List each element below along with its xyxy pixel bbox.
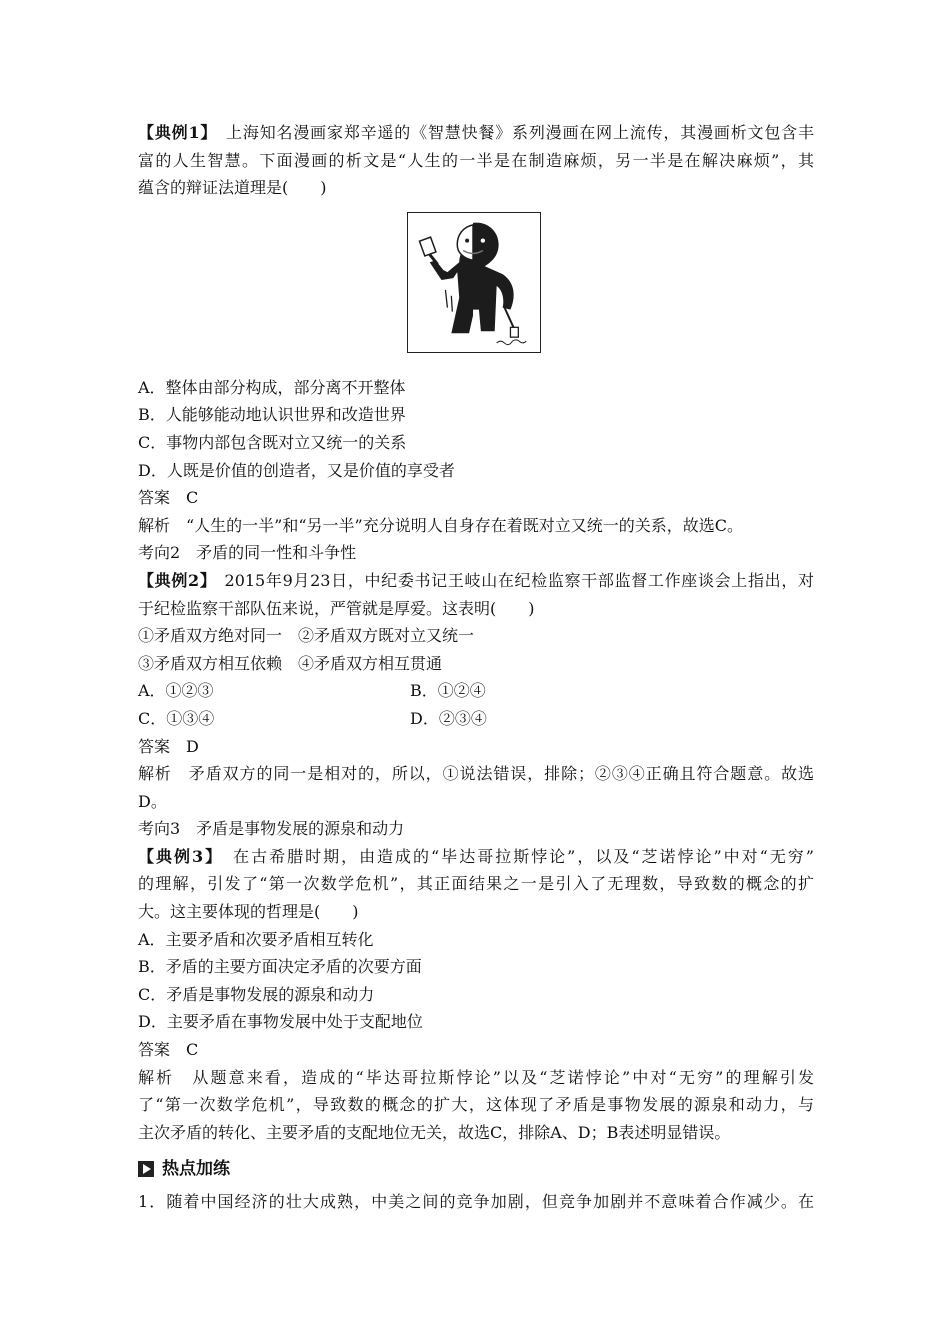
- example1-line3: 蕴含的辩证法道理是( ): [138, 178, 327, 198]
- example1-option-c: C．事物内部包含既对立又统一的关系: [138, 432, 407, 452]
- example2-line1: [138, 567, 814, 595]
- example2-options-cd: [138, 705, 814, 733]
- example2-answer: 答案 D: [138, 736, 199, 756]
- example3-analysis-1: 解析 从题意来看，造成的“毕达哥拉斯悖论”以及“芝诺悖论”中对“无穷”的理解引发: [138, 1067, 814, 1087]
- example3-tag: 【典例3】: [138, 846, 224, 866]
- hot-practice-question1: 1．随着中国经济的壮大成熟，中美之间的竞争加剧，但竞争加剧并不意味着合作减少。在: [138, 1192, 814, 1212]
- example3-option-a: A．主要矛盾和次要矛盾相互转化: [138, 929, 374, 949]
- example3-line2: 的理解，引发了“第一次数学危机”，其正面结果之一是引入了无理数，导致数的概念的扩: [138, 874, 814, 894]
- cartoon-image: [407, 212, 541, 353]
- example3-text: 在古希腊时期，由造成的“毕达哥拉斯悖论”，以及“芝诺悖论”中对“无穷”: [231, 846, 814, 866]
- example2-statements-1: ①矛盾双方绝对同一 ②矛盾双方既对立又统一: [138, 626, 475, 646]
- direction2-heading: 考向2 矛盾的同一性和斗争性: [138, 543, 357, 563]
- example1-option-a: A．整体由部分构成，部分离不开整体: [138, 377, 406, 397]
- example1-analysis: 解析 “人生的一半”和“另一半”充分说明人自身存在着既对立又统一的关系，故选C。: [138, 515, 743, 535]
- hot-practice-heading: [138, 1154, 814, 1184]
- example1-option-d: D．人既是价值的创造者，又是价值的享受者: [138, 460, 455, 480]
- example3-option-c: C．矛盾是事物发展的源泉和动力: [138, 984, 375, 1004]
- example3-option-d: D．主要矛盾在事物发展中处于支配地位: [138, 1012, 423, 1032]
- example2-text: 2015年9月23日，中纪委书记王岐山在纪检监察干部监督工作座谈会上指出，对: [224, 570, 815, 590]
- example3-option-b: B．矛盾的主要方面决定矛盾的次要方面: [138, 957, 422, 977]
- example2-tag: 【典例2】: [138, 570, 217, 590]
- example2-option-a: A．①②③: [138, 681, 214, 701]
- document-content: [138, 119, 814, 1216]
- example3-answer: 答案 C: [138, 1040, 199, 1060]
- example2-option-b: B．①②④: [410, 681, 486, 701]
- example1-answer: 答案 C: [138, 488, 199, 508]
- example2-options-ab: [138, 677, 814, 705]
- example1-text: 上海知名漫画家郑辛遥的《智慧快餐》系列漫画在网上流传，其漫画析文包含丰: [225, 123, 814, 142]
- example1-tag: 【典例1】: [138, 123, 218, 142]
- play-icon: [138, 1161, 154, 1177]
- direction3-heading: 考向3 矛盾是事物发展的源泉和动力: [138, 819, 405, 839]
- example1-line1: [138, 119, 814, 147]
- hot-practice-title: 热点加练: [162, 1159, 230, 1180]
- example2-line2: 于纪检监察干部队伍来说，严管就是厚爱。这表明( ): [138, 598, 535, 618]
- example2-analysis-1: 解析 矛盾双方的同一是相对的，所以，①说法错误，排除；②③④正确且符合题意。故选: [138, 764, 814, 784]
- example2-option-d: D．②③④: [410, 708, 487, 728]
- example3-analysis-3: 主次矛盾的转化、主要矛盾的支配地位无关，故选C，排除A、D；B表述明显错误。: [138, 1122, 731, 1142]
- example2-option-c: C．①③④: [138, 708, 215, 728]
- example1-option-b: B．人能够能动地认识世界和改造世界: [138, 405, 406, 425]
- example1-line2: 富的人生智慧。下面漫画的析文是“人生的一半是在制造麻烦，另一半是在解决麻烦”，其: [138, 150, 814, 170]
- example2-analysis-2: D。: [138, 791, 167, 811]
- example3-analysis-2: 了“第一次数学危机”，导致数的概念的扩大，这体现了矛盾是事物发展的源泉和动力，与: [138, 1095, 814, 1115]
- cartoon-figure-area: [138, 202, 814, 374]
- example2-statements-2: ③矛盾双方相互依赖 ④矛盾双方相互贯通: [138, 653, 443, 673]
- example3-line3: 大。这主要体现的哲理是( ): [138, 902, 359, 922]
- cartoon-illustration-icon: [408, 213, 540, 352]
- example3-line1: [138, 843, 814, 871]
